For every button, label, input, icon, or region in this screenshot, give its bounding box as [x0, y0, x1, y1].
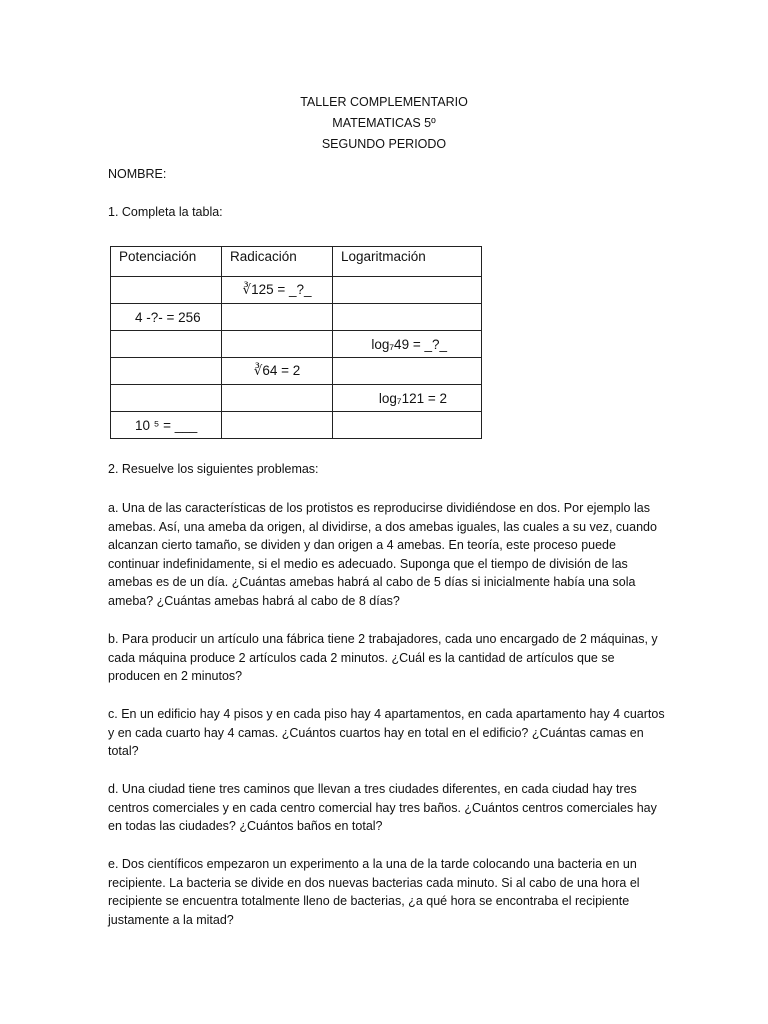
table-cell[interactable] — [333, 412, 482, 439]
table-cell[interactable]: ∛64 = 2 — [222, 358, 333, 385]
table-cell[interactable] — [222, 385, 333, 412]
document-header — [0, 92, 768, 155]
problem-a: a. Una de las características de los protistos es reproducirse dividiéndose en dos. Por ejemplo las amebas. Así, una ameba da origen, al dividirse, a dos amebas iguales, las cuales a su vez, cuando alcanzan cierto tamaño, se dividen y dan origen a 4 amebas. En teoría, este proceso puede continuar indefinidamente, si el medio es adecuado. Suponga que el tiempo de división de las amebas es de un día. ¿Cuántas amebas habrá al cabo de 5 días si inicialmente había una sola ameba? ¿Cuántas amebas habrá al cabo de 8 días? — [108, 501, 657, 608]
table-header-cell: Logaritmación — [333, 247, 482, 277]
table-cell[interactable] — [333, 277, 482, 304]
table-cell[interactable] — [222, 412, 333, 439]
table-header-cell: Radicación — [222, 247, 333, 277]
name-label: NOMBRE: — [108, 167, 167, 181]
table-row — [111, 385, 482, 412]
table-cell[interactable] — [222, 331, 333, 358]
question-2-label: 2. Resuelve los siguientes problemas: — [108, 462, 319, 476]
header-line-2: MATEMATICAS 5º — [332, 116, 436, 130]
table-cell[interactable] — [222, 304, 333, 331]
table-cell[interactable] — [111, 277, 222, 304]
table-header-cell: Potenciación — [111, 247, 222, 277]
table-row — [111, 331, 482, 358]
table-cell[interactable] — [111, 358, 222, 385]
table-cell[interactable]: log₇49 = _?_ — [333, 331, 482, 358]
table-cell[interactable] — [111, 385, 222, 412]
problem-e: e. Dos científicos empezaron un experimento a la una de la tarde colocando una bacteria en un recipiente. La bacteria se divide en dos nuevas bacterias cada minuto. Si al cabo de una hora el recipiente se encuentra totalmente lleno de bacterias, ¿a qué hora se encontraba el recipiente justamente a la mitad? — [108, 857, 640, 927]
table-cell[interactable] — [111, 331, 222, 358]
header-line-3: SEGUNDO PERIODO — [321, 137, 447, 151]
header-line-1: TALLER COMPLEMENTARIO — [300, 95, 468, 109]
table-cell[interactable]: ∛125 = _?_ — [222, 277, 333, 304]
problem-d: d. Una ciudad tiene tres caminos que llevan a tres ciudades diferentes, en cada ciudad hay tres centros comerciales y en cada centro comercial hay tres baños. ¿Cuántos centros comerciales hay en todas las ciudades? ¿Cuántos baños en total? — [108, 782, 657, 833]
table-cell[interactable]: 4 -?- = 256 — [111, 304, 222, 331]
table-row — [111, 304, 482, 331]
problem-c: c. En un edificio hay 4 pisos y en cada piso hay 4 apartamentos, en cada apartamento hay 4 cuartos y en cada cuarto hay 4 camas. ¿Cuántos cuartos hay en total en el edificio? ¿Cuántas camas en total? — [108, 707, 665, 758]
completion-table — [110, 246, 482, 439]
table-row — [111, 412, 482, 439]
table-cell[interactable] — [333, 358, 482, 385]
question-1-label: 1. Completa la tabla: — [108, 205, 223, 219]
table-cell[interactable] — [333, 304, 482, 331]
table-cell[interactable]: log₇121 = 2 — [333, 385, 482, 412]
table-row — [111, 277, 482, 304]
problem-b: b. Para producir un artículo una fábrica tiene 2 trabajadores, cada uno encargado de 2 máquinas, y cada máquina produce 2 artículos cada 2 minutos. ¿Cuál es la cantidad de artículos que se producen en 2 minutos? — [108, 632, 658, 683]
table-row — [111, 358, 482, 385]
table-cell[interactable]: 10 ⁵ = ___ — [111, 412, 222, 439]
table-header-row — [111, 247, 482, 277]
